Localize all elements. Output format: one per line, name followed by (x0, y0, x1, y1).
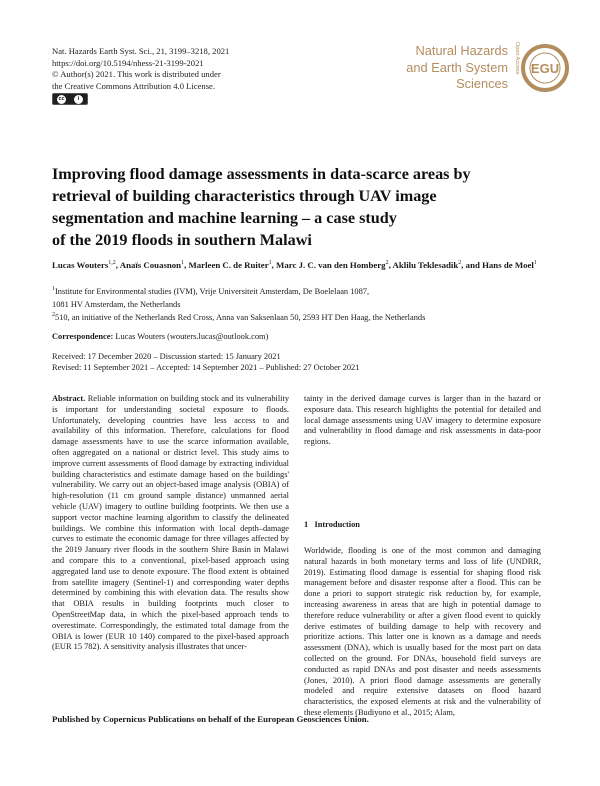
paper-title (52, 163, 542, 251)
author-affiliation-mark: 2 (458, 260, 462, 266)
affiliation: $^2$510, an initiative of the Netherlands Red Cross, Anna van Saksenlaan 50, 2593 HT Den Haag, the Netherlands (52, 312, 426, 322)
doi-link[interactable]: https://doi.org/10.5194/nhess-21-3199-2021 (52, 57, 204, 68)
attribution-icon: i (74, 95, 83, 104)
correspondence-label: Correspondence: (52, 332, 114, 341)
journal-name-line: and Earth System (406, 59, 508, 75)
cc-by-license-badge[interactable] (52, 93, 88, 105)
section-title: Introduction (314, 520, 360, 529)
section-heading (304, 520, 360, 529)
author-affiliation-mark: 2 (385, 260, 389, 266)
copyright-line: © Author(s) 2021. This work is distributed under (52, 69, 221, 80)
publisher-footer: Published by Copernicus Publications on behalf of the European Geosciences Union. (52, 714, 369, 724)
section-number: 1 (304, 520, 309, 529)
citation: Nat. Hazards Earth Syst. Sci., 21, 3199–3218, 2021 (52, 46, 230, 56)
abstract-label: Abstract. (52, 394, 86, 403)
license-line: the Creative Commons Attribution 4.0 License. (52, 80, 216, 91)
author-name: Marc J. C. van den Homberg (276, 259, 386, 270)
author-name: Anaïs Couasnon (119, 259, 182, 270)
author-affiliation-mark: 1,2 (108, 260, 116, 266)
abstract-continued: tainty in the derived damage curves is larger than in the hazard or exposure data. This research highlights the potential for detailed and local damage assessments using UAV imagery to determine exposure and vulnerability in flood damage and risk assessments in data-poor regions. (304, 394, 541, 447)
journal-name-line: Natural Hazards (415, 43, 508, 58)
title-line: segmentation and machine learning – a case study (52, 209, 397, 227)
correspondence-email[interactable]: Lucas Wouters (wouters.lucas@outlook.com) (115, 332, 269, 341)
affiliations (52, 284, 552, 323)
author-name: Aklilu Teklesadik (392, 259, 459, 270)
author-affiliation-mark: 1 (533, 260, 537, 266)
author-name: Lucas Wouters (52, 259, 109, 270)
abstract (52, 394, 289, 653)
author-list: Lucas Wouters$^{1,2}$, Anaïs Couasnon$^1$, Marleen C. de Ruiter$^1$, Marc J. C. van den Homberg$^2$, Aklilu Teklesadik$^2$, and Hans de Moel$^1$ (52, 259, 537, 270)
abstract-text: Reliable information on building stock and its vulnerability is important for understanding societal exposure to floods. Unfortunately, developing countries have less access to and availability of this information. Therefore, calculations for flood damage assessments have to use the scarce information available, often aggregated on a national or district level. This study aims to improve current assessments of flood damage by extracting individual building characteristics and estimate damage based on the buildings' vulnerability. We carry out an object-based image analysis (OBIA) of high-resolution (11 cm ground sample distance) unmanned aerial vehicle (UAV) imagery to outline building footprints. We then use a support vector machine learning algorithm to classify the delineated buildings. We combine this information with local depth–damage curves to estimate the economic damage for three villages affected by the 2019 January river floods in the southern Shire Basin in Malawi and compare this to a conventional, pixel-based approach using aggregated land use to denote exposure. The flood extent is obtained from satellite imagery (Sentinel-1) and corresponding water depths determined by combining this with elevation data. The results show that OBIA results in building footprints much closer to OpenStreetMap data, in which the pixel-based approach tends to overestimate. Correspondingly, the estimated total damage from the OBIA is lower (EUR 10 140) compared to the pixel-based approach (EUR 15 782). A sensitivity analysis illustrates that uncer- (52, 394, 290, 652)
dates-line: Revised: 11 September 2021 – Accepted: 14 September 2021 – Published: 27 October 2021 (52, 363, 360, 373)
title-line: Improving flood damage assessments in data-scarce areas by (52, 165, 471, 183)
journal-name-line: Sciences (456, 76, 508, 91)
affiliation: $^1$Institute for Environmental studies (IVM), Vrije Universiteit Amsterdam, De Boelelaan 1087, (52, 286, 370, 296)
author-affiliation-mark: 1 (268, 260, 272, 266)
author-name: Marleen C. de Ruiter (188, 259, 269, 270)
citation-block (52, 46, 229, 92)
journal-name (406, 43, 508, 93)
correspondence (52, 332, 268, 341)
egu-logo-text: EGU (530, 61, 560, 76)
publication-dates (52, 351, 359, 374)
dates-line: Received: 17 December 2020 – Discussion started: 15 January 2021 (52, 352, 281, 361)
affiliation: 1081 HV Amsterdam, the Netherlands (52, 299, 181, 309)
egu-logo-icon (521, 44, 569, 92)
introduction-text: Worldwide, flooding is one of the most common and damaging natural hazards in both monetary terms and loss of life (UNDRR, 2019). Estimating flood damage is essential for shaping flood risk management before and disaster response after a flood. This can be done a priori to support strategic risk reduction by, for example, increasing awareness in areas that are high in potential damage to therefore reduce vulnerability or after a given flood event to quickly derive estimates of building damage to help with recovery and prioritize actions. This latter one is known as a damage and needs assessment (DNA), which is usually based for the most part on data collected on the ground. For DNAs, household field surveys are conducted as rapid DNAs and post disaster and needs assessments (Jones, 2010). A priori flood damage assessments are generally modeled and require extensive datasets on flood hazard characteristics, the exposed elements at risk and the vulnerability of these elements (Budiyono et al., 2015; Alam, (304, 546, 541, 717)
title-line: retrieval of building characteristics through UAV image (52, 187, 437, 205)
open-access-label: Open Access (514, 42, 520, 75)
title-line: of the 2019 floods in southern Malawi (52, 231, 312, 249)
cc-icon: cc (58, 95, 65, 102)
author-name: Hans de Moel (482, 259, 534, 270)
author-affiliation-mark: 1 (181, 260, 185, 266)
